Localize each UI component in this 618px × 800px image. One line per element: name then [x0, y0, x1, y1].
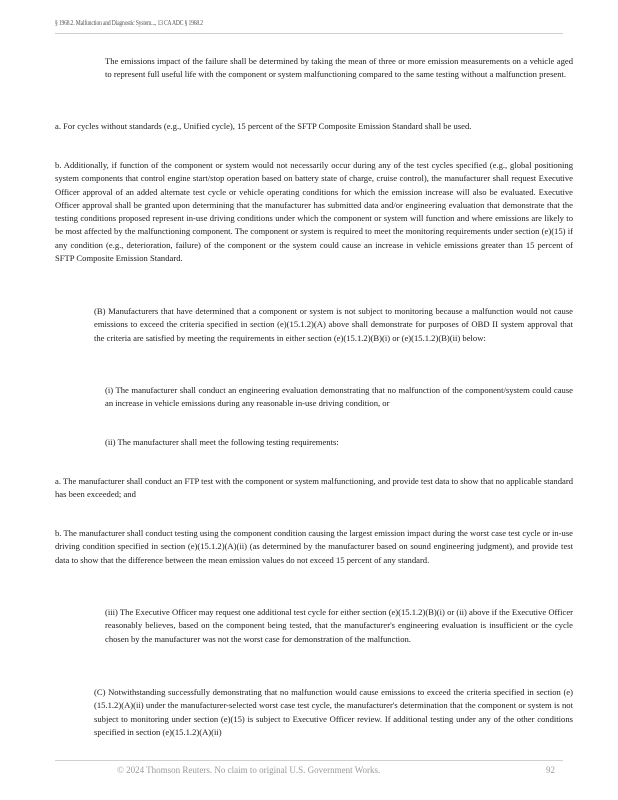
- page-number: 92: [546, 765, 555, 775]
- paragraph-emissions-impact: The emissions impact of the failure shall be determined by taking the mean of three or more emission measurements on a vehicle aged to represent full useful life with the component or system malfunctioning compared to the same testing without a malfunction present.: [105, 56, 573, 80]
- paragraph-i-engineering-evaluation: (i) The manufacturer shall conduct an engineering evaluation demonstrating that no malfunction of the component/system could cause an increase in vehicle emissions during any reasonable in-use driving condition, or: [105, 385, 573, 409]
- header-divider: [55, 33, 563, 34]
- paragraph-cycles-without-standards: a. For cycles without standards (e.g., Unified cycle), 15 percent of the SFTP Composite Emission Standard shall be used.: [55, 121, 472, 131]
- paragraph-iii-additional-cycle: (iii) The Executive Officer may request one additional test cycle for either section (e)(15.1.2)(B)(i) or (ii) above if the Executive Officer reasonably believes, based on the component being tested, that the manufacturer's engineering evaluation is insufficient or the cycle chosen by the manufacturer was not the worst case for demonstration of the malfunction.: [105, 607, 573, 644]
- paragraph-c-executive-review: (C) Notwithstanding successfully demonstrating that no malfunction would cause emissions to exceed the criteria specified in section (e)(15.1.2)(A)(ii) under the manufacturer-selected worst case test cycle, the manufacturer's determination that the component or system is not subject to monitoring under section (e)(15) is subject to Executive Officer review. If additional testing under any of the other conditions specified in section (e)(15.1.2)(A)(ii): [94, 687, 573, 737]
- paragraph-worst-case-testing: b. The manufacturer shall conduct testing using the component condition causing the largest emission impact during the worst case test cycle or in-use driving condition specified in section (e)(15.1.2)(A)(ii) (as determined by the manufacturer based on sound engineering judgment), and provide test data to show that the difference between the mean emission values do not exceed 15 percent of any standard.: [55, 528, 573, 565]
- running-header: § 1968.2. Malfunction and Diagnostic System..., 13 CA ADC § 1968.2: [55, 19, 203, 27]
- paragraph-additional-test-cycle: b. Additionally, if function of the component or system would not necessarily occur during any of the test cycles specified (e.g., global positioning system components that control engine start/stop operation based on battery state of charge, cruise control), the manufacturer shall request Executive Officer approval of an added alternate test cycle or vehicle operating conditions for which the emission increase will also be evaluated. Executive Officer approval shall be granted upon determining that the manufacturer has submitted data and/or engineering evaluation that demonstrate that the testing conditions proposed represent in-use driving conditions under which the component or system will function and where emissions are likely to be most affected by the malfunctioning component. The component or system is required to meet the monitoring requirements under section (e)(15) if any condition (e.g., deterioration, failure) of the component or the system could cause an increase in vehicle emissions greater than 15 percent of SFTP Composite Emission Standard.: [55, 160, 573, 264]
- footer-copyright: © 2024 Thomson Reuters. No claim to original U.S. Government Works.: [117, 765, 381, 775]
- footer-divider: [55, 760, 563, 761]
- paragraph-b-monitoring-exemption: (B) Manufacturers that have determined that a component or system is not subject to monitoring because a malfunction would not cause emissions to exceed the criteria specified in section (e)(15.1.2)(A) above shall demonstrate for purposes of OBD II system approval that the criteria are satisfied by meeting the requirements in either section (e)(15.1.2)(B)(i) or (e)(15.1.2)(B)(ii) below:: [94, 306, 573, 343]
- paragraph-ftp-test: a. The manufacturer shall conduct an FTP test with the component or system malfunctioning, and provide test data to show that no applicable standard has been exceeded; and: [55, 476, 573, 500]
- paragraph-ii-testing-requirements: (ii) The manufacturer shall meet the following testing requirements:: [105, 437, 339, 447]
